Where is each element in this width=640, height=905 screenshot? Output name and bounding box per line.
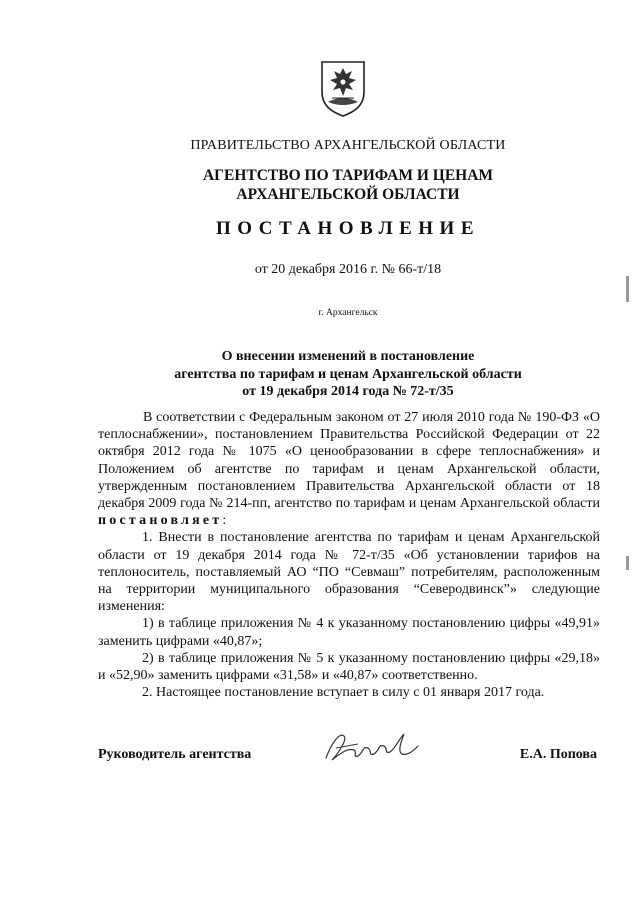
document-subject <box>28 348 640 401</box>
document-type-title: ПОСТАНОВЛЕНИЕ <box>215 218 481 239</box>
agency-name-line1: АГЕНТСТВО ПО ТАРИФАМ И ЦЕНАМ <box>202 167 494 184</box>
city: г. Архангельск <box>318 308 378 318</box>
point-2: 2. Настоящее постановление вступает в силу с 01 января 2017 года. <box>142 685 545 701</box>
subject-line1: О внесении изменений в постановление <box>221 349 475 364</box>
preamble-paragraph: В соответствии с Федеральным законом от 27 июля 2010 года № 190-ФЗ «О теплоснабжении», постановлением Правительства Российской Федерации от 22 октября 2012 года № 1075 «О ценообразовании в сфере теплоснабжения» и Положением об агентстве по тарифам и ценам Архангельской области, утвержденным постановлением Правительства Архангельской области от 18 декабря 2009 года № 214-пп, агентство по тарифам и ценам Архангельской области постановляет: <box>98 410 600 529</box>
handwritten-signature <box>318 722 428 770</box>
resolves-word: постановляет <box>98 513 223 529</box>
agency-name <box>28 166 640 204</box>
agency-name-line2: АРХАНГЕЛЬСКОЙ ОБЛАСТИ <box>236 186 460 203</box>
point-1-subitem-1: 1) в таблице приложения № 4 к указанному постановлению цифры «49,91» заменить цифрами «40,87»; <box>98 616 600 649</box>
coat-of-arms-icon <box>318 58 368 118</box>
scan-edge-mark <box>626 556 629 570</box>
point-1: 1. Внести в постановление агентства по тарифам и ценам Архангельской области от 19 декабря 2014 года № 72-т/35 «Об установлении тарифов на теплоноситель, поставляемый АО “ПО “Севмаш” потребителям, расположенным на территории муниципального образования “Северодвинск”» следующие изменения: <box>98 530 600 615</box>
signatory-title: Руководитель агентства <box>98 747 252 762</box>
document-body <box>98 409 600 701</box>
subject-line2: агентства по тарифам и ценам Архангельской области <box>174 366 522 382</box>
preamble-text: В соответствии с Федеральным законом от 27 июля 2010 года № 190-ФЗ «О теплоснабжении», постановлением Правительства Российской Федерации от 22 октября 2012 года № 1075 «О ценообразовании в сфере теплоснабжения» и Положением об агентстве по тарифам и ценам Архангельской области, утвержденным постановлением Правительства Архангельской области от 18 декабря 2009 года № 214-пп, агентство по тарифам и ценам Архангельской области <box>98 410 600 512</box>
subject-line3: от 19 декабря 2014 года № 72-т/35 <box>242 384 454 399</box>
signatory-name: Е.А. Попова <box>519 747 597 762</box>
government-name: ПРАВИТЕЛЬСТВО АРХАНГЕЛЬСКОЙ ОБЛАСТИ <box>190 138 506 153</box>
date-and-number: от 20 декабря 2016 г. № 66-т/18 <box>254 262 442 277</box>
point-1-subitem-2: 2) в таблице приложения № 5 к указанному постановлению цифры «29,18» и «52,90» заменить цифрами «31,58» и «40,87» соответственно. <box>98 650 600 684</box>
scan-edge-mark <box>626 276 629 302</box>
